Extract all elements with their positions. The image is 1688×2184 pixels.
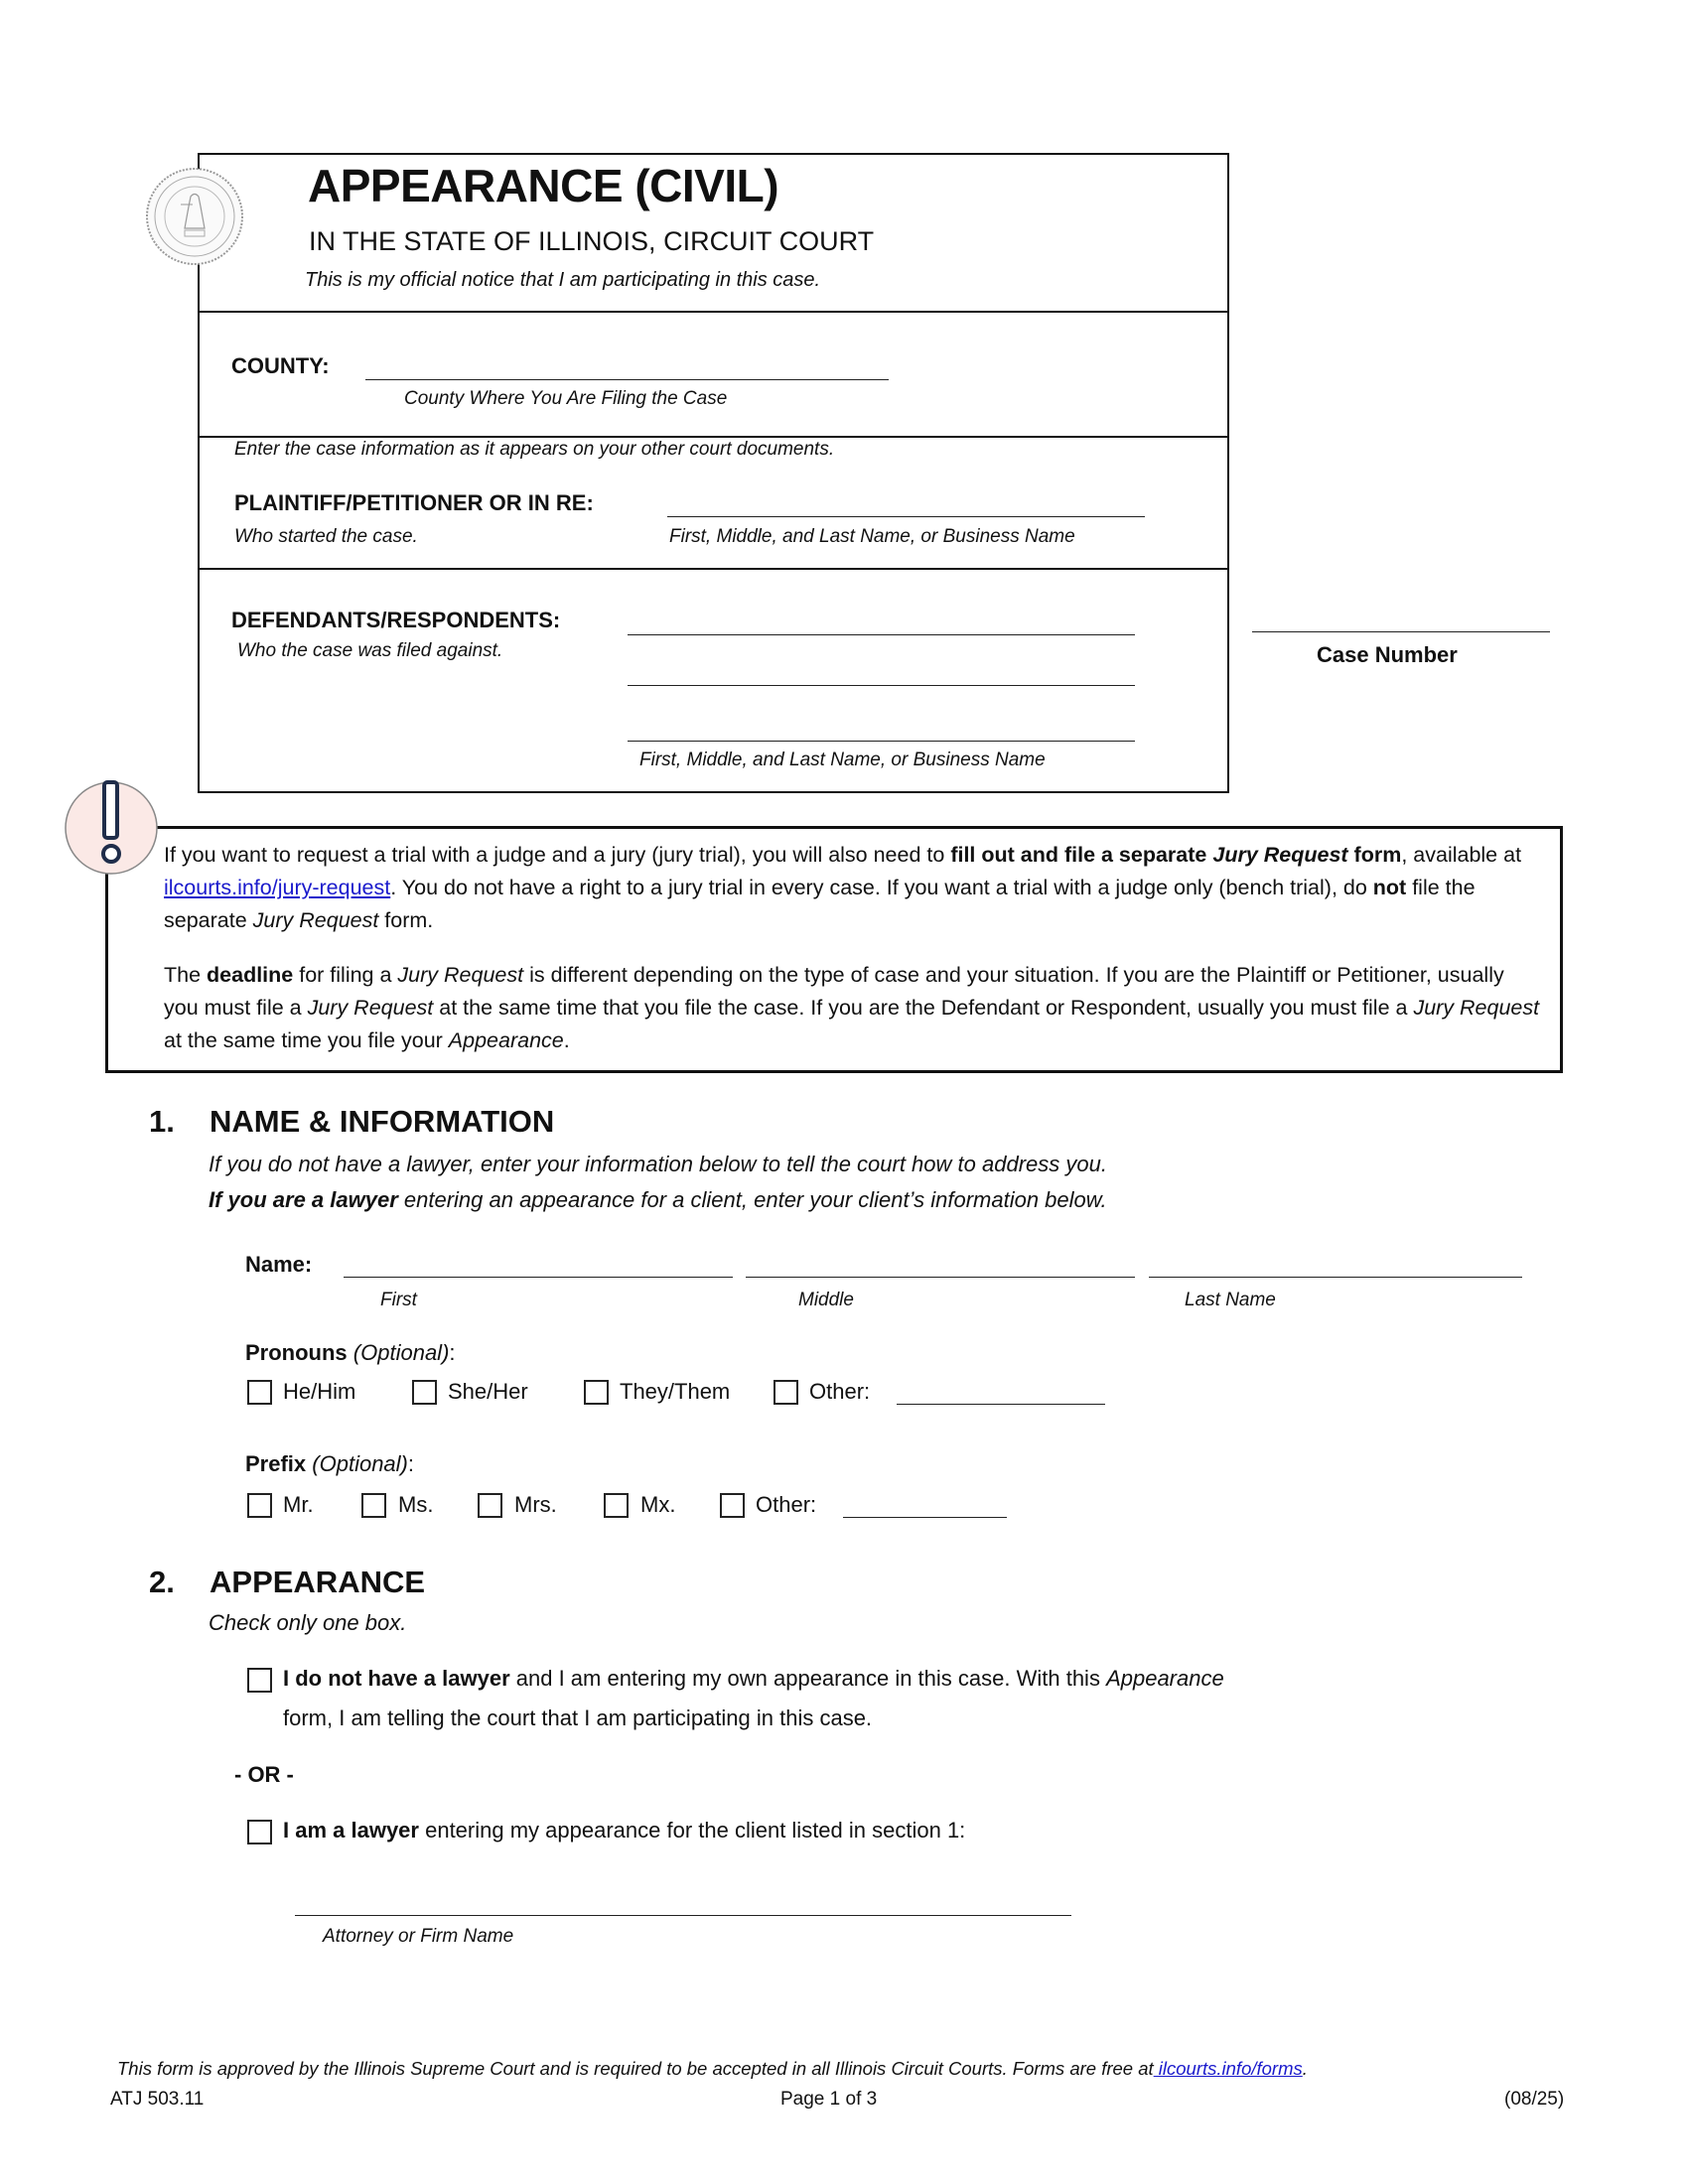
text: (Optional): [352, 1340, 450, 1365]
alert-icon: [62, 778, 161, 878]
section-1-number: 1.: [149, 1104, 175, 1139]
text: Pronouns: [245, 1340, 348, 1365]
pronoun-they-them-checkbox[interactable]: [584, 1380, 609, 1405]
text: .: [563, 1028, 570, 1052]
text: fill out and file a separate: [950, 843, 1213, 867]
text: , available at: [1401, 843, 1522, 867]
text: not: [1372, 876, 1407, 899]
text: Jury Request: [1413, 996, 1540, 1020]
case-number-label: Case Number: [1317, 642, 1458, 667]
form-id: ATJ 503.11: [110, 2089, 205, 2110]
supreme-court-seal: [145, 167, 244, 266]
no-lawyer-option: [283, 1666, 1224, 1692]
plaintiff-hint: Who started the case.: [234, 526, 418, 547]
plaintiff-name-hint: First, Middle, and Last Name, or Business Name: [669, 526, 1075, 547]
forms-link[interactable]: ilcourts.info/forms: [1153, 2058, 1303, 2079]
text: form.: [378, 908, 434, 932]
no-lawyer-checkbox[interactable]: [247, 1668, 272, 1693]
plaintiff-label: PLAINTIFF/PETITIONER OR IN RE:: [234, 490, 594, 515]
text: form: [1347, 843, 1402, 867]
divider: [200, 311, 1227, 313]
section-2-instruction: Check only one box.: [209, 1610, 407, 1635]
defendant-field-2[interactable]: [628, 685, 1135, 686]
text: (Optional): [312, 1451, 408, 1476]
county-hint: County Where You Are Filing the Case: [404, 388, 728, 409]
jury-request-link[interactable]: ilcourts.info/jury-request: [164, 876, 391, 899]
last-name-field[interactable]: [1149, 1277, 1522, 1278]
form-date: (08/25): [1504, 2089, 1565, 2110]
pronoun-label: They/Them: [620, 1379, 731, 1404]
lawyer-checkbox[interactable]: [247, 1820, 272, 1844]
text: for filing a: [293, 963, 398, 987]
text: Jury Request: [307, 996, 434, 1020]
text: Jury Request: [397, 963, 524, 987]
form-title: APPEARANCE (CIVIL): [308, 160, 779, 211]
prefix-label: Mrs.: [514, 1492, 557, 1517]
county-field[interactable]: [365, 379, 889, 380]
jury-request-notice: [105, 826, 1563, 1073]
defendants-label: DEFENDANTS/RESPONDENTS:: [231, 608, 561, 632]
plaintiff-field[interactable]: [667, 516, 1145, 517]
prefix-label: Other:: [756, 1492, 817, 1517]
text: Jury Request: [1212, 843, 1348, 867]
form-notice: This is my official notice that I am participating in this case.: [305, 269, 821, 291]
section-1-intro: If you do not have a lawyer, enter your information below to tell the court how to address you.: [209, 1152, 1107, 1176]
first-name-hint: First: [380, 1290, 417, 1310]
prefix-label: Mr.: [283, 1492, 314, 1517]
text: I do not have a lawyer: [283, 1666, 510, 1691]
text: Jury Request: [252, 908, 379, 932]
defendants-name-hint: First, Middle, and Last Name, or Business Name: [639, 750, 1046, 770]
text: entering my appearance for the client listed in section 1:: [418, 1818, 966, 1843]
name-label: Name:: [245, 1252, 313, 1277]
text: If you are a lawyer: [209, 1187, 398, 1212]
prefix-ms-checkbox[interactable]: [361, 1493, 386, 1518]
pronoun-she-her-checkbox[interactable]: [412, 1380, 437, 1405]
section-1-lawyer-intro: [209, 1187, 1107, 1213]
text: Prefix: [245, 1451, 307, 1476]
form-subtitle: IN THE STATE OF ILLINOIS, CIRCUIT COURT: [309, 226, 875, 256]
text: file the separate: [164, 876, 1476, 932]
pronouns-label: [245, 1340, 456, 1366]
text: The: [164, 963, 208, 987]
pronoun-he-him-checkbox[interactable]: [247, 1380, 272, 1405]
case-info-hint: Enter the case information as it appears on your other court documents.: [234, 439, 835, 460]
jury-notice-paragraph-2: [164, 959, 1544, 1057]
section-1-title: NAME & INFORMATION: [210, 1104, 555, 1139]
text: If you want to request a trial with a judge and a jury (jury trial), you will also need to: [164, 843, 951, 867]
prefix-other-checkbox[interactable]: [720, 1493, 745, 1518]
pronoun-label: He/Him: [283, 1379, 356, 1404]
pronoun-label: She/Her: [448, 1379, 528, 1404]
pronoun-other-field[interactable]: [897, 1404, 1105, 1405]
section-2-title: APPEARANCE: [210, 1565, 426, 1599]
no-lawyer-option-line2: form, I am telling the court that I am participating in this case.: [283, 1706, 873, 1730]
case-number-field[interactable]: [1252, 631, 1550, 632]
text: entering an appearance for a client, enter your client’s information below.: [397, 1187, 1107, 1212]
jury-notice-paragraph-1: [164, 839, 1544, 937]
text: at the same time that you file the case. If you are the Defendant or Respondent, usually you must file a: [433, 996, 1414, 1020]
prefix-mrs-checkbox[interactable]: [478, 1493, 502, 1518]
divider: [200, 436, 1227, 438]
text: :: [407, 1451, 414, 1476]
pronoun-other-checkbox[interactable]: [774, 1380, 798, 1405]
defendant-field-3[interactable]: [628, 741, 1135, 742]
pronoun-label: Other:: [809, 1379, 871, 1404]
divider: [200, 568, 1227, 570]
prefix-label: [245, 1451, 414, 1477]
middle-name-hint: Middle: [798, 1290, 854, 1310]
defendants-hint: Who the case was filed against.: [237, 640, 503, 661]
text: Appearance: [448, 1028, 564, 1052]
attorney-name-hint: Attorney or Firm Name: [323, 1926, 514, 1947]
text: deadline: [207, 963, 294, 987]
section-2-number: 2.: [149, 1565, 175, 1599]
text: at the same time you file your: [164, 1028, 449, 1052]
text: is different depending on the type of case and your situation. If you are the Plaintiff or Petitioner, usually you must file a: [164, 963, 1504, 1020]
prefix-other-field[interactable]: [843, 1517, 1007, 1518]
text: This form is approved by the Illinois Supreme Court and is required to be accepted in all Illinois Circuit Courts. Forms are free at: [117, 2058, 1154, 2079]
lawyer-option: [283, 1818, 965, 1843]
prefix-mx-checkbox[interactable]: [604, 1493, 629, 1518]
footer-approval: [117, 2058, 1308, 2080]
first-name-field[interactable]: [344, 1277, 733, 1278]
text: and I am entering my own appearance in this case. With this: [509, 1666, 1107, 1691]
text: .: [1302, 2058, 1308, 2079]
text: Appearance: [1106, 1666, 1224, 1691]
text: :: [449, 1340, 456, 1365]
page-number: Page 1 of 3: [780, 2089, 878, 2110]
defendant-field-1[interactable]: [628, 634, 1135, 635]
last-name-hint: Last Name: [1185, 1290, 1276, 1310]
text: . You do not have a right to a jury trial in every case. If you want a trial with a judge only (bench trial), do: [390, 876, 1373, 899]
prefix-mr-checkbox[interactable]: [247, 1493, 272, 1518]
or-separator: - OR -: [234, 1762, 294, 1787]
text: I am a lawyer: [283, 1818, 419, 1843]
middle-name-field[interactable]: [746, 1277, 1135, 1278]
county-label: COUNTY:: [231, 353, 330, 378]
prefix-label: Ms.: [398, 1492, 434, 1517]
prefix-label: Mx.: [640, 1492, 676, 1517]
attorney-name-field[interactable]: [295, 1915, 1071, 1916]
